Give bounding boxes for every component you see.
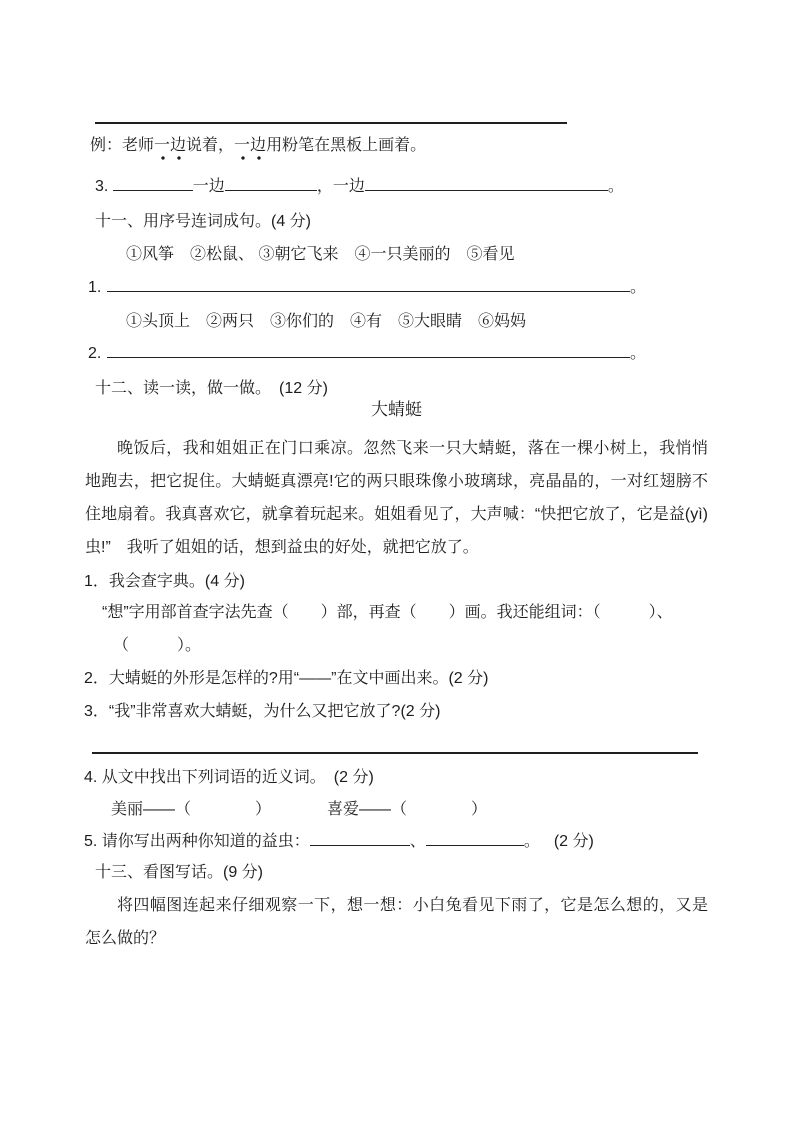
fill-blank-question-3 <box>95 175 624 199</box>
question-3-answer-line <box>92 752 698 754</box>
item-number: 2. <box>88 345 102 362</box>
answer-line-1 <box>88 276 646 300</box>
example-text: 例：老师 <box>90 137 155 154</box>
answer-blank <box>310 843 410 846</box>
question-3: 3．“我”非常喜欢大蜻蜓，为什么又把它放了?(2 分) <box>84 703 441 720</box>
synonym-pairs <box>111 798 487 822</box>
continuation-answer-line <box>95 122 567 124</box>
section-13-title: 十三、看图写话。(9 分) <box>95 864 264 881</box>
question-2: 2．大蜻蜓的外形是怎样的?用“——”在文中画出来。(2 分) <box>84 670 489 687</box>
period: 。 <box>629 345 646 362</box>
synonym-pair-2: 喜爱——（ ） <box>327 801 488 818</box>
word-group-2: ①头顶上 ②两只 ③你们的 ④有 ⑤大眼睛 ⑥妈妈 <box>126 313 527 330</box>
answer-blank <box>107 289 630 292</box>
question-number: 3. <box>95 178 109 195</box>
connector-word: 一边 <box>192 178 225 195</box>
synonym-pair-1: 美丽——（ ） <box>111 801 272 818</box>
answer-line-2 <box>88 342 646 366</box>
answer-blank <box>107 355 630 358</box>
score-label: (2 分) <box>553 833 594 850</box>
answer-blank <box>365 188 608 191</box>
example-sentence <box>90 134 426 158</box>
answer-blank <box>225 188 317 191</box>
separator: 、 <box>409 833 426 850</box>
word-group-1: ①风筝 ②松鼠、 ③朝它飞来 ④一只美丽的 ⑤看见 <box>126 246 515 263</box>
question-1-line-1: “想”字用部首查字法先查（ ）部，再查（ ）画。我还能组词：（ ）、 <box>102 604 673 621</box>
reading-passage: 晚饭后，我和姐姐正在门口乘凉。忽然飞来一只大蜻蜓，落在一棵小树上，我悄悄地跑去，把它捉住。大蜻蜓真漂亮!它的两只眼珠像小玻璃球，亮晶晶的，一对红翅膀不住地扇着。我真喜欢它，就拿着玩起来。姐姐看见了，大声喊：“快把它放了，它是益(yì)虫!” 我听了姐姐的话，想到益虫的好处，就把它放了。 <box>85 440 708 556</box>
question-1-line-2: （ ）。 <box>113 637 202 654</box>
writing-prompt: 将四幅图连起来仔细观察一下，想一想：小白兔看见下雨了，它是怎么想的，又是怎么做的？ <box>85 897 708 947</box>
question-4: 4. 从文中找出下列词语的近义词。 (2 分) <box>84 769 374 786</box>
period: 。 <box>523 833 540 850</box>
period: 。 <box>607 178 624 195</box>
question-5 <box>84 830 594 854</box>
passage-title: 大蜻蜓 <box>371 400 422 419</box>
emphasized-word: 一边 <box>234 137 266 160</box>
item-number: 1. <box>88 279 102 296</box>
answer-blank <box>113 188 193 191</box>
section-12-title: 十二、读一读，做一做。 (12 分) <box>95 380 328 397</box>
answer-blank <box>426 843 524 846</box>
period: 。 <box>629 279 646 296</box>
example-text: 说着， <box>186 137 235 154</box>
question-1: 1．我会查字典。(4 分) <box>84 573 245 590</box>
question-5-text: 5. 请你写出两种你知道的益虫： <box>84 833 310 850</box>
emphasized-word: 一边 <box>154 137 186 160</box>
section-11-title: 十一、用序号连词成句。(4 分) <box>95 213 312 230</box>
connector-word: ，一边 <box>316 178 365 195</box>
example-text: 用粉笔在黑板上画着。 <box>266 137 427 154</box>
